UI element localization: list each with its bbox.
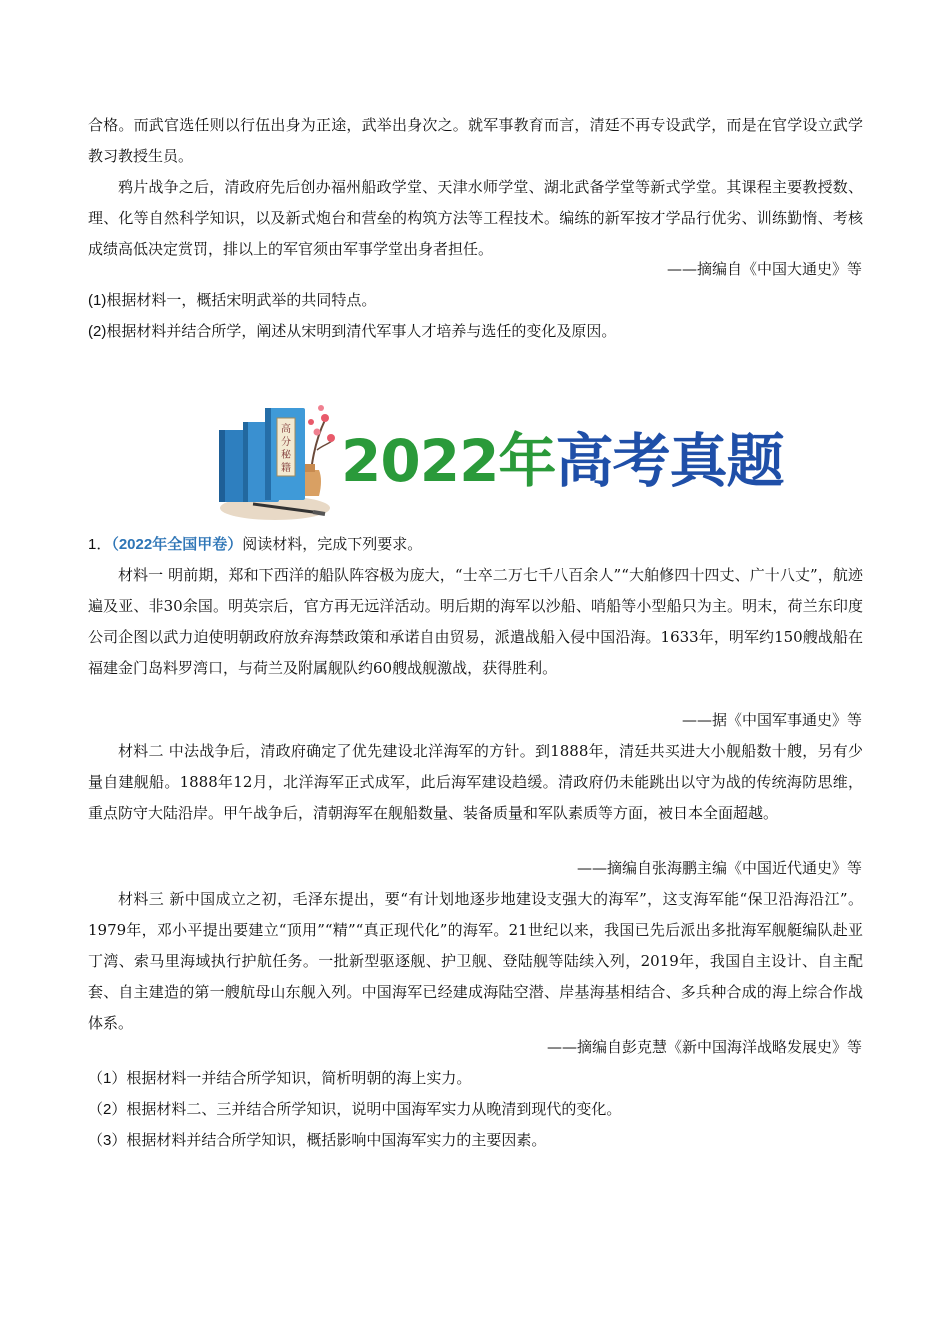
question-prompt: 阅读材料，完成下列要求。 (242, 535, 423, 553)
question-1-part-1: （1）根据材料一并结合所学知识，简析明朝的海上实力。 (88, 1070, 472, 1087)
section-banner (213, 400, 784, 525)
banner-year: 2022年 (341, 427, 556, 495)
question-1-part-3: （3）根据材料并结合所学知识，概括影响中国海军实力的主要因素。 (88, 1132, 547, 1149)
question-1-part-2: （2）根据材料二、三并结合所学知识，说明中国海军实力从晚清到现代的变化。 (88, 1101, 622, 1118)
book-label-char-3: 秘 (281, 450, 291, 461)
material-1-source: ——据《中国军事通史》等 (681, 711, 862, 729)
prev-paragraph-2: 鸦片战争之后，清政府先后创办福州船政学堂、天津水师学堂、湖北武备学堂等新式学堂。其课程主要教授数、理、化等自然科学知识，以及新式炮台和营垒的构筑方法等工程技术。编练的新军按才学品行优劣、训练勤惰、考核成绩高低决定赏罚，排以上的军官须由军事学堂出身者担任。 (88, 178, 863, 258)
banner-title (341, 426, 783, 496)
question-number: 1． (88, 536, 112, 553)
books-illustration-icon (213, 400, 338, 525)
material-2: 材料二 中法战争后，清政府确定了优先建设北洋海军的方针。到1888年，清廷共买进大小舰船数十艘，另有少量自建舰船。1888年12月，北洋海军正式成军，此后海军建设趋缓。清政府仍未能跳出以守为战的传统海防思维，重点防守大陆沿岸。甲午战争后，清朝海军在舰船数量、装备质量和军队素质等方面，被日本全面超越。 (88, 742, 863, 822)
book-label-char-1: 高 (281, 424, 291, 435)
banner-heading: 高考真题 (555, 427, 784, 495)
prev-paragraph-1: 合格。而武官选任则以行伍出身为正途，武举出身次之。就军事教育而言，清廷不再专设武学，而是在官学设立武学教习教授生员。 (88, 116, 863, 165)
prev-source: ——摘编自《中国大通史》等 (666, 260, 862, 278)
material-3: 材料三 新中国成立之初，毛泽东提出，要“有计划地逐步地建设支强大的海军”，这支海军能“保卫沿海沿江”。1979年，邓小平提出要建立“顶用”“精”“真正现代化”的海军。21世纪以来，我国已先后派出多批海军舰艇编队赴亚丁湾、索马里海域执行护航任务。一批新型驱逐舰、护卫舰、登陆舰等陆续入列，2019年，我国自主设计、自主配套、自主建造的第一艘航母山东舰入列。中国海军已经建成海陆空潜、岸基海基相结合、多兵种合成的海上综合作战体系。 (88, 890, 863, 1032)
book-label-char-2: 分 (281, 437, 291, 448)
question-1-header (88, 529, 863, 560)
prev-question-2: (2)根据材料并结合所学，阐述从宋明到清代军事人才培养与选任的变化及原因。 (88, 323, 617, 340)
prev-question-1: (1)根据材料一，概括宋明武举的共同特点。 (88, 292, 377, 309)
book-label-char-4: 籍 (281, 463, 291, 474)
material-1: 材料一 明前期，郑和下西洋的船队阵容极为庞大，“士卒二万七千八百余人”“大舶修四十四丈、广十八丈”，航迹遍及亚、非30余国。明英宗后，官方再无远洋活动。明后期的海军以沙船、哨船等小型船只为主。明末，荷兰东印度公司企图以武力迫使明朝政府放弃海禁政策和承诺自由贸易，派遣战船入侵中国沿海。1633年，明军约150艘战船在福建金门岛料罗湾口，与荷兰及附属舰队约60艘战舰激战，获得胜利。 (88, 566, 863, 677)
material-3-source: ——摘编自彭克慧《新中国海洋战略发展史》等 (546, 1038, 862, 1056)
material-2-source: ——摘编自张海鹏主编《中国近代通史》等 (576, 859, 862, 877)
exam-tag: （2022年全国甲卷） (111, 536, 243, 553)
